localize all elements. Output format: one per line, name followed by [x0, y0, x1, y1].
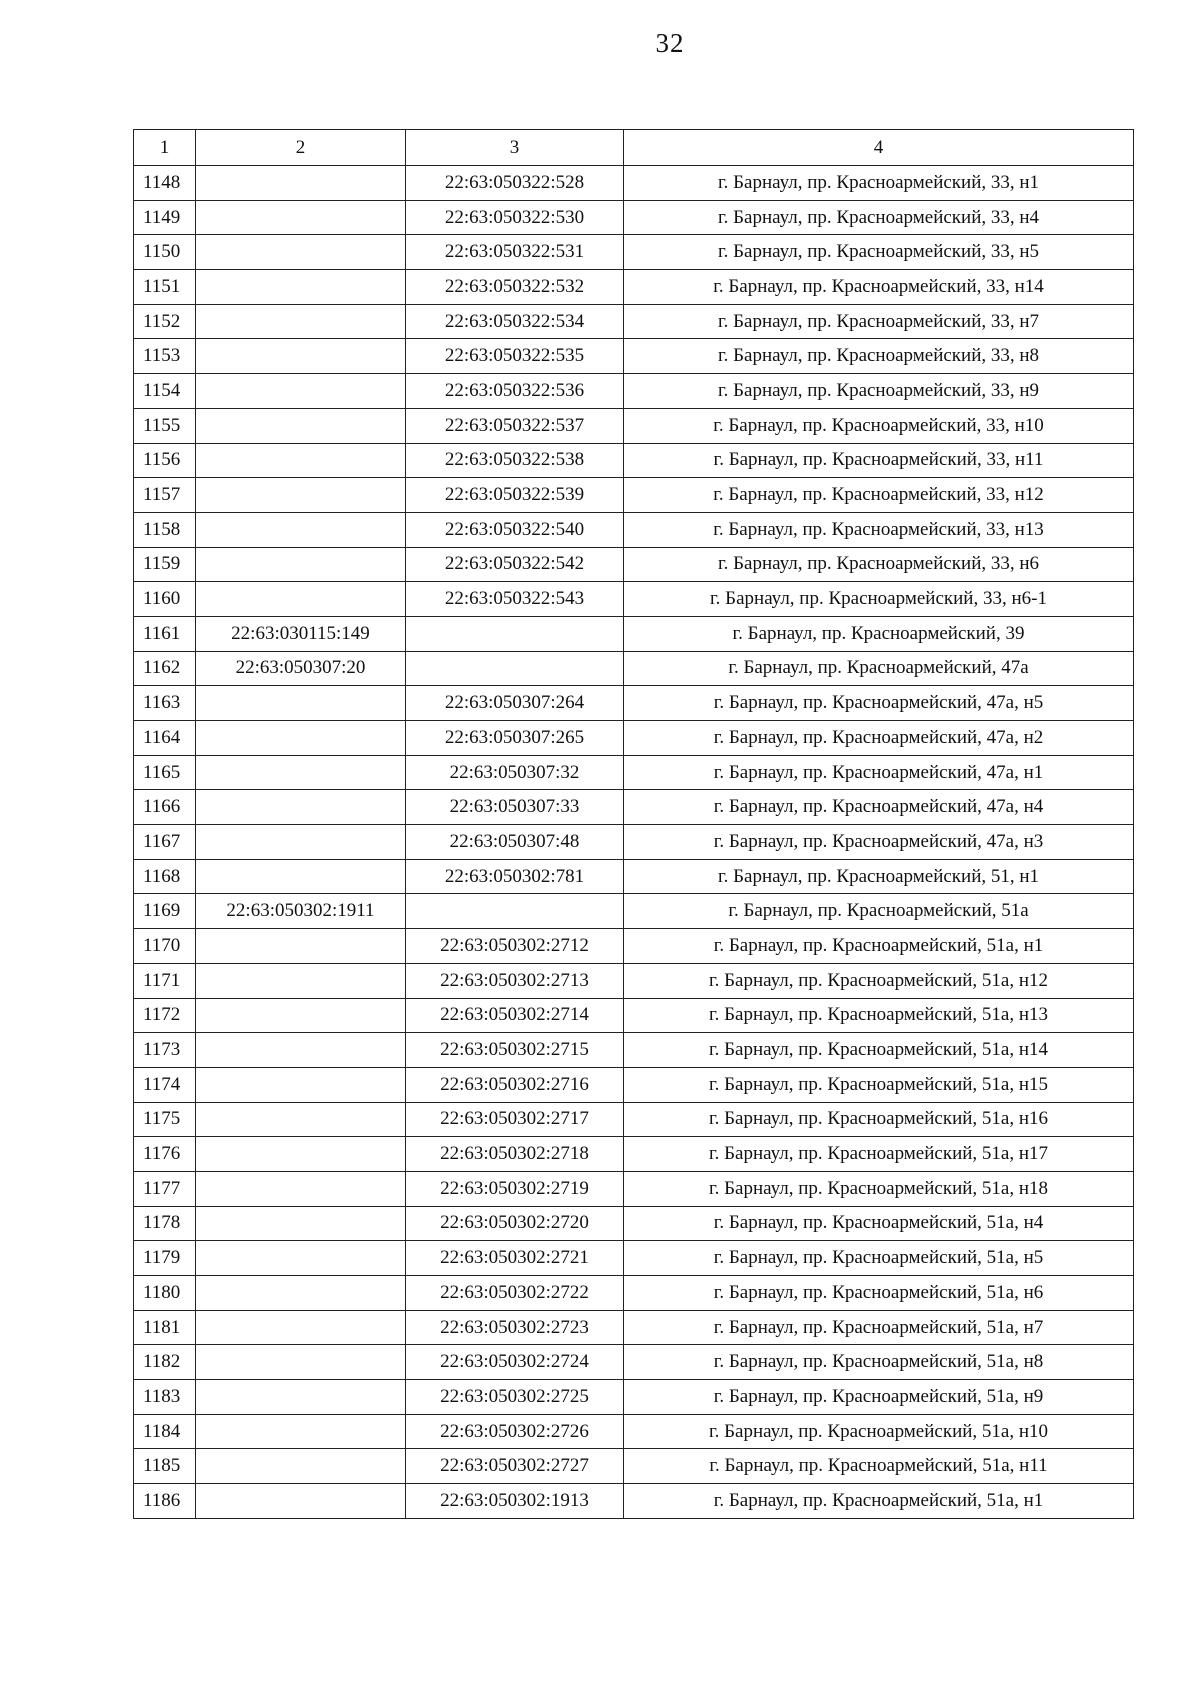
land-cadastral-cell: [196, 235, 406, 270]
row-number-cell: 1168: [134, 859, 196, 894]
building-cadastral-cell: 22:63:050302:2721: [406, 1241, 624, 1276]
address-cell: г. Барнаул, пр. Красноармейский, 51а, н17: [624, 1137, 1134, 1172]
row-number-cell: 1153: [134, 339, 196, 374]
table-row: [134, 1206, 1134, 1241]
land-cadastral-cell: [196, 1310, 406, 1345]
address-cell: г. Барнаул, пр. Красноармейский, 33, н14: [624, 270, 1134, 305]
table-row: [134, 929, 1134, 964]
table-row: [134, 339, 1134, 374]
row-number-cell: 1167: [134, 825, 196, 860]
table-row: [134, 859, 1134, 894]
address-cell: г. Барнаул, пр. Красноармейский, 33, н6: [624, 547, 1134, 582]
address-cell: г. Барнаул, пр. Красноармейский, 51а, н10: [624, 1414, 1134, 1449]
table-row: [134, 1414, 1134, 1449]
land-cadastral-cell: [196, 1345, 406, 1380]
land-cadastral-cell: [196, 755, 406, 790]
building-cadastral-cell: 22:63:050307:33: [406, 790, 624, 825]
building-cadastral-cell: 22:63:050302:2712: [406, 929, 624, 964]
land-cadastral-cell: [196, 686, 406, 721]
table-row: [134, 443, 1134, 478]
building-cadastral-cell: 22:63:050322:535: [406, 339, 624, 374]
table-row: [134, 755, 1134, 790]
row-number-cell: 1155: [134, 408, 196, 443]
building-cadastral-cell: 22:63:050322:532: [406, 270, 624, 305]
building-cadastral-cell: 22:63:050302:2720: [406, 1206, 624, 1241]
address-cell: г. Барнаул, пр. Красноармейский, 51а, н5: [624, 1241, 1134, 1276]
address-cell: г. Барнаул, пр. Красноармейский, 51а, н16: [624, 1102, 1134, 1137]
address-cell: г. Барнаул, пр. Красноармейский, 51а, н7: [624, 1310, 1134, 1345]
address-cell: г. Барнаул, пр. Красноармейский, 51а, н12: [624, 963, 1134, 998]
address-cell: г. Барнаул, пр. Красноармейский, 51а, н14: [624, 1033, 1134, 1068]
row-number-cell: 1156: [134, 443, 196, 478]
building-cadastral-cell: 22:63:050322:539: [406, 478, 624, 513]
land-cadastral-cell: [196, 859, 406, 894]
building-cadastral-cell: [406, 894, 624, 929]
table-row: [134, 1102, 1134, 1137]
table-row: [134, 478, 1134, 513]
address-cell: г. Барнаул, пр. Красноармейский, 39: [624, 616, 1134, 651]
building-cadastral-cell: 22:63:050322:538: [406, 443, 624, 478]
row-number-cell: 1157: [134, 478, 196, 513]
land-cadastral-cell: 22:63:030115:149: [196, 616, 406, 651]
address-cell: г. Барнаул, пр. Красноармейский, 33, н8: [624, 339, 1134, 374]
row-number-cell: 1172: [134, 998, 196, 1033]
table-row: [134, 582, 1134, 617]
row-number-cell: 1176: [134, 1137, 196, 1172]
address-cell: г. Барнаул, пр. Красноармейский, 51а, н11: [624, 1449, 1134, 1484]
address-cell: г. Барнаул, пр. Красноармейский, 33, н7: [624, 304, 1134, 339]
address-cell: г. Барнаул, пр. Красноармейский, 33, н10: [624, 408, 1134, 443]
table-row: [134, 1137, 1134, 1172]
address-cell: г. Барнаул, пр. Красноармейский, 51а: [624, 894, 1134, 929]
land-cadastral-cell: [196, 1449, 406, 1484]
address-cell: г. Барнаул, пр. Красноармейский, 33, н5: [624, 235, 1134, 270]
land-cadastral-cell: 22:63:050307:20: [196, 651, 406, 686]
building-cadastral-cell: 22:63:050302:2716: [406, 1067, 624, 1102]
address-cell: г. Барнаул, пр. Красноармейский, 47а, н2: [624, 721, 1134, 756]
building-cadastral-cell: 22:63:050302:2719: [406, 1171, 624, 1206]
table-row: [134, 825, 1134, 860]
table-row: [134, 1033, 1134, 1068]
building-cadastral-cell: 22:63:050322:528: [406, 166, 624, 201]
row-number-cell: 1162: [134, 651, 196, 686]
building-cadastral-cell: 22:63:050302:2723: [406, 1310, 624, 1345]
table-row: [134, 374, 1134, 409]
land-cadastral-cell: [196, 512, 406, 547]
land-cadastral-cell: [196, 1171, 406, 1206]
table-row: [134, 1484, 1134, 1519]
land-cadastral-cell: [196, 166, 406, 201]
land-cadastral-cell: [196, 339, 406, 374]
row-number-cell: 1174: [134, 1067, 196, 1102]
building-cadastral-cell: 22:63:050322:531: [406, 235, 624, 270]
land-cadastral-cell: [196, 408, 406, 443]
table-row: [134, 963, 1134, 998]
land-cadastral-cell: [196, 998, 406, 1033]
land-cadastral-cell: [196, 1414, 406, 1449]
address-cell: г. Барнаул, пр. Красноармейский, 51, н1: [624, 859, 1134, 894]
address-cell: г. Барнаул, пр. Красноармейский, 33, н13: [624, 512, 1134, 547]
row-number-cell: 1159: [134, 547, 196, 582]
table-row: [134, 547, 1134, 582]
address-cell: г. Барнаул, пр. Красноармейский, 51а, н1: [624, 1484, 1134, 1519]
land-cadastral-cell: [196, 1067, 406, 1102]
land-cadastral-cell: [196, 478, 406, 513]
table-row: [134, 1380, 1134, 1415]
table-row: [134, 894, 1134, 929]
table-row: [134, 1171, 1134, 1206]
address-cell: г. Барнаул, пр. Красноармейский, 47а: [624, 651, 1134, 686]
table-row: [134, 790, 1134, 825]
row-number-cell: 1177: [134, 1171, 196, 1206]
land-cadastral-cell: [196, 443, 406, 478]
address-cell: г. Барнаул, пр. Красноармейский, 33, н4: [624, 200, 1134, 235]
row-number-cell: 1152: [134, 304, 196, 339]
building-cadastral-cell: 22:63:050307:32: [406, 755, 624, 790]
row-number-cell: 1170: [134, 929, 196, 964]
table-row: [134, 651, 1134, 686]
building-cadastral-cell: [406, 616, 624, 651]
building-cadastral-cell: 22:63:050322:543: [406, 582, 624, 617]
land-cadastral-cell: [196, 1033, 406, 1068]
table-row: [134, 408, 1134, 443]
building-cadastral-cell: 22:63:050322:536: [406, 374, 624, 409]
land-cadastral-cell: [196, 825, 406, 860]
header-row: [134, 130, 1134, 166]
row-number-cell: 1186: [134, 1484, 196, 1519]
table-row: [134, 166, 1134, 201]
address-cell: г. Барнаул, пр. Красноармейский, 47а, н5: [624, 686, 1134, 721]
address-cell: г. Барнаул, пр. Красноармейский, 47а, н1: [624, 755, 1134, 790]
land-cadastral-cell: [196, 304, 406, 339]
address-cell: г. Барнаул, пр. Красноармейский, 33, н12: [624, 478, 1134, 513]
table-row: [134, 304, 1134, 339]
land-cadastral-cell: [196, 721, 406, 756]
table-row: [134, 616, 1134, 651]
header-col-3: 3: [406, 130, 624, 166]
table-row: [134, 512, 1134, 547]
table-row: [134, 686, 1134, 721]
address-cell: г. Барнаул, пр. Красноармейский, 33, н6-1: [624, 582, 1134, 617]
header-col-1: 1: [134, 130, 196, 166]
row-number-cell: 1151: [134, 270, 196, 305]
row-number-cell: 1183: [134, 1380, 196, 1415]
row-number-cell: 1175: [134, 1102, 196, 1137]
table-row: [134, 200, 1134, 235]
building-cadastral-cell: 22:63:050302:781: [406, 859, 624, 894]
address-cell: г. Барнаул, пр. Красноармейский, 51а, н1: [624, 929, 1134, 964]
row-number-cell: 1149: [134, 200, 196, 235]
table-row: [134, 1276, 1134, 1311]
table-row: [134, 1310, 1134, 1345]
building-cadastral-cell: 22:63:050307:264: [406, 686, 624, 721]
row-number-cell: 1171: [134, 963, 196, 998]
land-cadastral-cell: [196, 547, 406, 582]
table-header: [134, 130, 1134, 166]
table-row: [134, 1241, 1134, 1276]
row-number-cell: 1154: [134, 374, 196, 409]
address-cell: г. Барнаул, пр. Красноармейский, 33, н1: [624, 166, 1134, 201]
address-cell: г. Барнаул, пр. Красноармейский, 33, н11: [624, 443, 1134, 478]
row-number-cell: 1165: [134, 755, 196, 790]
address-cell: г. Барнаул, пр. Красноармейский, 33, н9: [624, 374, 1134, 409]
row-number-cell: 1164: [134, 721, 196, 756]
land-cadastral-cell: [196, 1102, 406, 1137]
row-number-cell: 1182: [134, 1345, 196, 1380]
land-cadastral-cell: [196, 963, 406, 998]
address-cell: г. Барнаул, пр. Красноармейский, 51а, н6: [624, 1276, 1134, 1311]
row-number-cell: 1181: [134, 1310, 196, 1345]
row-number-cell: 1185: [134, 1449, 196, 1484]
table-row: [134, 235, 1134, 270]
address-cell: г. Барнаул, пр. Красноармейский, 51а, н9: [624, 1380, 1134, 1415]
building-cadastral-cell: 22:63:050302:2725: [406, 1380, 624, 1415]
row-number-cell: 1179: [134, 1241, 196, 1276]
building-cadastral-cell: 22:63:050302:2717: [406, 1102, 624, 1137]
land-cadastral-cell: [196, 1137, 406, 1172]
property-table: [133, 129, 1134, 1519]
land-cadastral-cell: [196, 374, 406, 409]
header-col-4: 4: [624, 130, 1134, 166]
building-cadastral-cell: 22:63:050302:2727: [406, 1449, 624, 1484]
address-cell: г. Барнаул, пр. Красноармейский, 51а, н15: [624, 1067, 1134, 1102]
building-cadastral-cell: 22:63:050302:2726: [406, 1414, 624, 1449]
building-cadastral-cell: 22:63:050302:2715: [406, 1033, 624, 1068]
building-cadastral-cell: 22:63:050322:542: [406, 547, 624, 582]
building-cadastral-cell: 22:63:050302:2714: [406, 998, 624, 1033]
table-row: [134, 1067, 1134, 1102]
building-cadastral-cell: 22:63:050322:537: [406, 408, 624, 443]
row-number-cell: 1158: [134, 512, 196, 547]
page-number: 32: [655, 28, 685, 58]
land-cadastral-cell: [196, 582, 406, 617]
building-cadastral-cell: 22:63:050302:2713: [406, 963, 624, 998]
row-number-cell: 1169: [134, 894, 196, 929]
row-number-cell: 1180: [134, 1276, 196, 1311]
row-number-cell: 1184: [134, 1414, 196, 1449]
address-cell: г. Барнаул, пр. Красноармейский, 51а, н18: [624, 1171, 1134, 1206]
building-cadastral-cell: 22:63:050322:530: [406, 200, 624, 235]
table-row: [134, 721, 1134, 756]
land-cadastral-cell: 22:63:050302:1911: [196, 894, 406, 929]
table-row: [134, 1345, 1134, 1380]
row-number-cell: 1150: [134, 235, 196, 270]
address-cell: г. Барнаул, пр. Красноармейский, 47а, н4: [624, 790, 1134, 825]
land-cadastral-cell: [196, 790, 406, 825]
land-cadastral-cell: [196, 1484, 406, 1519]
address-cell: г. Барнаул, пр. Красноармейский, 51а, н4: [624, 1206, 1134, 1241]
row-number-cell: 1161: [134, 616, 196, 651]
land-cadastral-cell: [196, 1241, 406, 1276]
row-number-cell: 1178: [134, 1206, 196, 1241]
table-body: [134, 166, 1134, 1519]
table-row: [134, 1449, 1134, 1484]
land-cadastral-cell: [196, 1206, 406, 1241]
row-number-cell: 1166: [134, 790, 196, 825]
land-cadastral-cell: [196, 270, 406, 305]
table-row: [134, 270, 1134, 305]
row-number-cell: 1148: [134, 166, 196, 201]
address-cell: г. Барнаул, пр. Красноармейский, 51а, н13: [624, 998, 1134, 1033]
row-number-cell: 1173: [134, 1033, 196, 1068]
building-cadastral-cell: 22:63:050302:1913: [406, 1484, 624, 1519]
building-cadastral-cell: 22:63:050302:2718: [406, 1137, 624, 1172]
land-cadastral-cell: [196, 1276, 406, 1311]
address-cell: г. Барнаул, пр. Красноармейский, 51а, н8: [624, 1345, 1134, 1380]
land-cadastral-cell: [196, 929, 406, 964]
land-cadastral-cell: [196, 200, 406, 235]
building-cadastral-cell: 22:63:050307:265: [406, 721, 624, 756]
row-number-cell: 1163: [134, 686, 196, 721]
address-cell: г. Барнаул, пр. Красноармейский, 47а, н3: [624, 825, 1134, 860]
table-row: [134, 998, 1134, 1033]
land-cadastral-cell: [196, 1380, 406, 1415]
row-number-cell: 1160: [134, 582, 196, 617]
header-col-2: 2: [196, 130, 406, 166]
building-cadastral-cell: 22:63:050302:2724: [406, 1345, 624, 1380]
building-cadastral-cell: 22:63:050322:540: [406, 512, 624, 547]
building-cadastral-cell: 22:63:050322:534: [406, 304, 624, 339]
building-cadastral-cell: 22:63:050302:2722: [406, 1276, 624, 1311]
building-cadastral-cell: [406, 651, 624, 686]
building-cadastral-cell: 22:63:050307:48: [406, 825, 624, 860]
